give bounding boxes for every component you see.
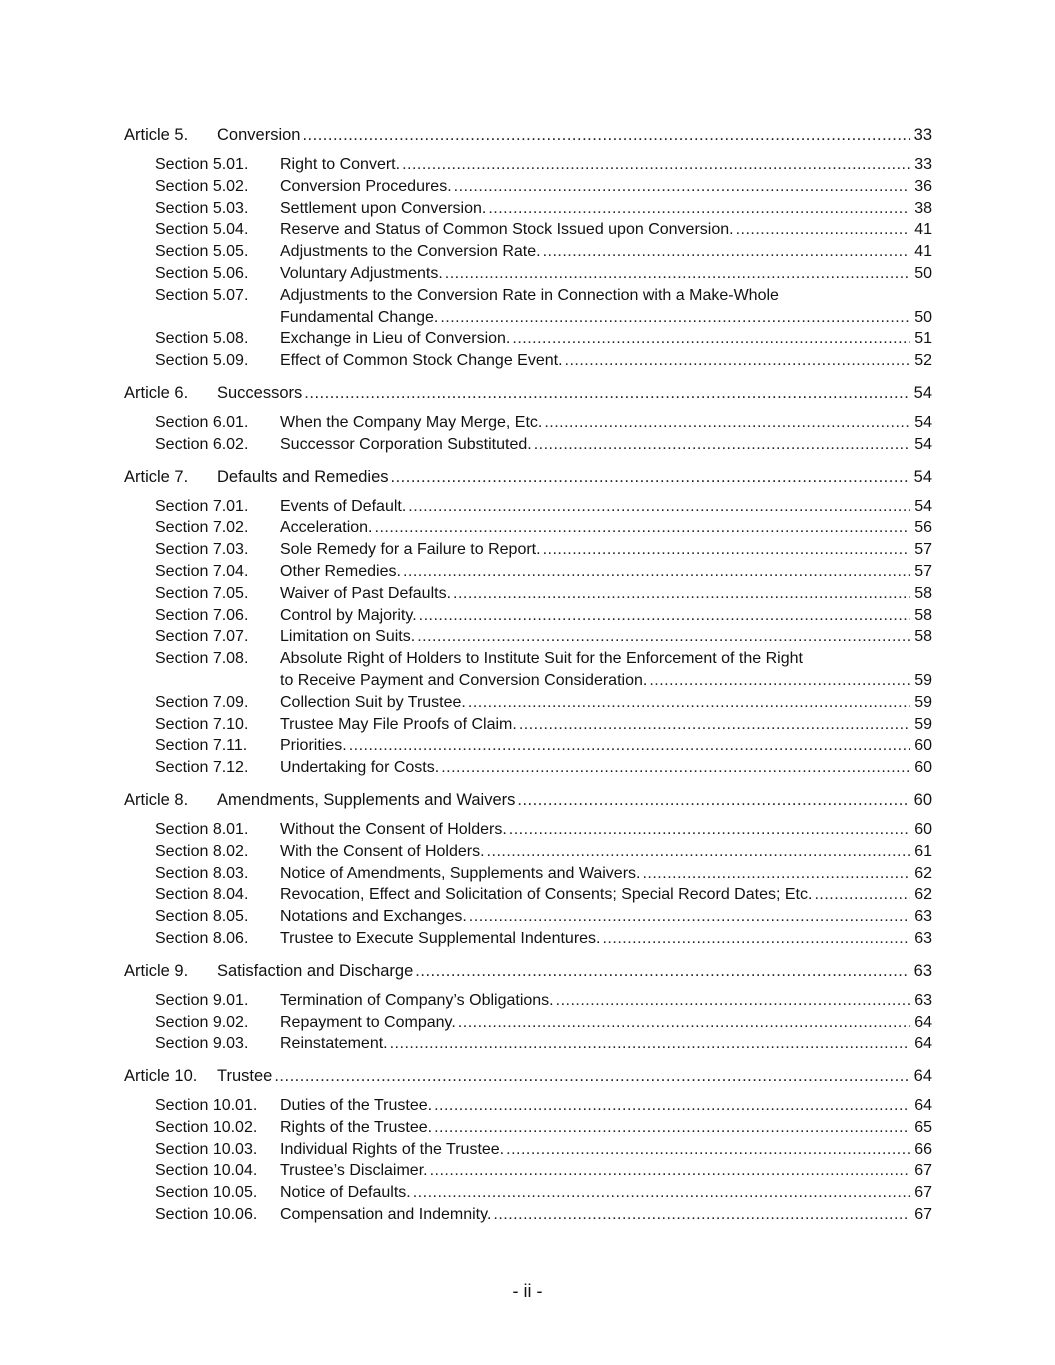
- section-page-number: 36: [914, 177, 932, 195]
- dot-leader: [274, 1065, 910, 1087]
- section-page-number: 60: [914, 737, 932, 755]
- section-page-number: 50: [914, 264, 932, 282]
- article-number: Article 9.: [124, 961, 189, 980]
- dot-leader: [458, 1012, 910, 1034]
- toc-section-entry[interactable]: [124, 1182, 932, 1204]
- toc-section-entry[interactable]: [124, 412, 932, 434]
- section-title: Other Remedies.: [280, 562, 401, 580]
- toc-section-entry[interactable]: [124, 350, 932, 372]
- dot-leader: [430, 1160, 910, 1182]
- section-title: Events of Default.: [280, 497, 407, 515]
- section-title: Notations and Exchanges.: [280, 908, 467, 926]
- toc-section-entry[interactable]: [124, 328, 932, 350]
- section-page-number: 58: [914, 606, 932, 624]
- article-page-number: 33: [913, 126, 932, 144]
- toc-section-entry[interactable]: [124, 263, 932, 285]
- toc-article-entry[interactable]: [124, 124, 932, 146]
- dot-leader: [391, 466, 910, 488]
- section-number: Section 7.07.: [155, 628, 249, 646]
- section-title: Adjustments to the Conversion Rate in Connection with a Make-Whole: [280, 286, 779, 304]
- section-title: Absolute Right of Holders to Institute Suit for the Enforcement of the Right: [280, 650, 803, 668]
- section-number: Section 8.01.: [155, 820, 249, 838]
- toc-section-entry[interactable]: [124, 648, 932, 692]
- dot-leader: [454, 176, 910, 198]
- section-page-number: 62: [914, 886, 932, 904]
- section-page-number: 54: [914, 435, 932, 453]
- article-number: Article 7.: [124, 467, 189, 486]
- section-number: Section 5.06.: [155, 264, 249, 282]
- article-number: Article 8.: [124, 790, 189, 809]
- section-number: Section 6.01.: [155, 413, 249, 431]
- dot-leader: [419, 605, 910, 627]
- section-number: Section 7.06.: [155, 606, 249, 624]
- toc-section-entry[interactable]: [124, 517, 932, 539]
- toc-section-entry[interactable]: [124, 884, 932, 906]
- section-page-number: 61: [914, 842, 932, 860]
- section-page-number: 59: [914, 671, 932, 689]
- toc-section-entry[interactable]: [124, 561, 932, 583]
- section-page-number: 58: [914, 584, 932, 602]
- section-number: Section 10.03.: [155, 1140, 258, 1158]
- dot-leader: [565, 350, 910, 372]
- section-page-number: 51: [914, 330, 932, 348]
- toc-section-entry[interactable]: [124, 605, 932, 627]
- dot-leader: [403, 561, 910, 583]
- dot-leader: [543, 241, 910, 263]
- section-title: Control by Majority.: [280, 606, 417, 624]
- toc-article-entry[interactable]: [124, 382, 932, 404]
- section-page-number: 38: [914, 199, 932, 217]
- section-title: Reinstatement.: [280, 1035, 388, 1053]
- article-page-number: 60: [913, 790, 932, 809]
- dot-leader: [468, 692, 910, 714]
- toc-section-entry[interactable]: [124, 714, 932, 736]
- toc-section-entry[interactable]: [124, 539, 932, 561]
- section-page-number: 41: [914, 243, 932, 261]
- section-title: When the Company May Merge, Etc.: [280, 413, 543, 431]
- section-page-number: 62: [914, 864, 932, 882]
- dot-leader: [445, 263, 910, 285]
- section-title: Revocation, Effect and Solicitation of Consents; Special Record Dates; Etc.: [280, 886, 813, 904]
- section-page-number: 57: [914, 541, 932, 559]
- toc-section-entry[interactable]: [124, 1012, 932, 1034]
- dot-leader: [488, 198, 910, 220]
- section-title: Adjustments to the Conversion Rate.: [280, 243, 541, 261]
- section-number: Section 5.08.: [155, 330, 249, 348]
- section-title: Sole Remedy for a Failure to Report.: [280, 541, 541, 559]
- article-number: Article 5.: [124, 126, 189, 144]
- article-page-number: 54: [913, 383, 932, 402]
- dot-leader: [544, 412, 910, 434]
- section-number: Section 7.11.: [155, 737, 248, 755]
- dot-leader: [814, 884, 910, 906]
- section-number: Section 8.02.: [155, 842, 249, 860]
- section-title: Trustee to Execute Supplemental Indentures.: [280, 929, 601, 947]
- dot-leader: [506, 1139, 910, 1161]
- section-title: Effect of Common Stock Change Event.: [280, 352, 563, 370]
- section-title: Priorities.: [280, 737, 347, 755]
- section-number: Section 5.02.: [155, 177, 249, 195]
- toc-article-entry[interactable]: [124, 960, 932, 982]
- section-title: Compensation and Indemnity.: [280, 1206, 492, 1224]
- section-number: Section 5.07.: [155, 286, 249, 304]
- toc-section-entry[interactable]: [124, 241, 932, 263]
- article-title: Amendments, Supplements and Waivers: [217, 790, 516, 809]
- section-page-number: 58: [914, 628, 932, 646]
- toc-section-entry[interactable]: [124, 219, 932, 241]
- section-number: Section 6.02.: [155, 435, 249, 453]
- article-page-number: 63: [913, 961, 932, 980]
- toc-section-entry[interactable]: [124, 626, 932, 648]
- section-page-number: 63: [914, 908, 932, 926]
- section-title: Right to Convert.: [280, 156, 401, 173]
- dot-leader: [441, 757, 910, 779]
- section-number: Section 7.04.: [155, 562, 249, 580]
- dot-leader: [649, 670, 910, 692]
- toc-article-entry[interactable]: [124, 1065, 932, 1087]
- toc-article-entry[interactable]: [124, 466, 932, 488]
- toc-section-entry[interactable]: [124, 583, 932, 605]
- toc-article-entry[interactable]: [124, 789, 932, 811]
- dot-leader: [413, 1182, 910, 1204]
- article-title: Defaults and Remedies: [217, 467, 389, 486]
- section-title: Duties of the Trustee.: [280, 1097, 433, 1115]
- article-title: Trustee: [217, 1067, 273, 1086]
- section-number: Section 7.08.: [155, 650, 249, 668]
- dot-leader: [642, 863, 910, 885]
- section-number: Section 7.01.: [155, 497, 249, 515]
- dot-leader: [534, 434, 910, 456]
- section-title: Individual Rights of the Trustee.: [280, 1140, 505, 1158]
- toc-section-entry[interactable]: [124, 1117, 932, 1139]
- section-title: Voluntary Adjustments.: [280, 264, 443, 282]
- article-page-number: 54: [913, 467, 932, 486]
- section-number: Section 10.06.: [155, 1206, 258, 1224]
- section-number: Section 10.04.: [155, 1162, 258, 1180]
- section-number: Section 5.01.: [155, 156, 249, 173]
- dot-leader: [402, 154, 910, 176]
- dot-leader: [469, 906, 910, 928]
- page-footer-number: - ii -: [512, 1281, 543, 1301]
- section-number: Section 7.05.: [155, 584, 249, 602]
- section-title: Notice of Defaults.: [280, 1184, 411, 1202]
- section-title: Conversion Procedures.: [280, 177, 452, 195]
- toc-section-entry[interactable]: [124, 285, 932, 329]
- article-number: Article 10.: [124, 1067, 198, 1086]
- toc-section-entry[interactable]: [124, 906, 932, 928]
- toc-section-entry[interactable]: [124, 1204, 932, 1226]
- section-number: Section 5.05.: [155, 243, 249, 261]
- toc-section-entry[interactable]: [124, 692, 932, 714]
- section-number: Section 5.04.: [155, 221, 249, 239]
- section-page-number: 33: [914, 156, 932, 173]
- section-title: Trustee’s Disclaimer.: [280, 1162, 428, 1180]
- section-number: Section 8.06.: [155, 929, 249, 947]
- toc-section-entry[interactable]: [124, 819, 932, 841]
- section-title: Settlement upon Conversion.: [280, 199, 487, 217]
- section-page-number: 57: [914, 562, 932, 580]
- dot-leader: [493, 1204, 910, 1226]
- dot-leader: [512, 328, 910, 350]
- section-title: Waiver of Past Defaults.: [280, 584, 452, 602]
- section-page-number: 64: [914, 1097, 932, 1115]
- section-page-number: 50: [914, 308, 932, 326]
- section-page-number: 66: [914, 1140, 932, 1158]
- dot-leader: [509, 819, 910, 841]
- article-title: Conversion: [217, 126, 301, 144]
- section-title: Trustee May File Proofs of Claim.: [280, 715, 517, 733]
- section-title: Rights of the Trustee.: [280, 1118, 433, 1136]
- section-page-number: 67: [914, 1206, 932, 1224]
- section-title: Exchange in Lieu of Conversion.: [280, 330, 511, 348]
- dot-leader: [302, 124, 910, 146]
- section-title-continued: to Receive Payment and Conversion Consideration.: [280, 671, 648, 689]
- dot-leader: [517, 789, 910, 811]
- section-page-number: 67: [914, 1184, 932, 1202]
- section-title: Notice of Amendments, Supplements and Waivers.: [280, 864, 641, 882]
- dot-leader: [349, 735, 910, 757]
- section-title: Undertaking for Costs.: [280, 759, 440, 777]
- section-number: Section 8.05.: [155, 908, 249, 926]
- section-title: Without the Consent of Holders.: [280, 820, 507, 838]
- section-title: Successor Corporation Substituted.: [280, 435, 532, 453]
- section-number: Section 5.03.: [155, 199, 249, 217]
- section-page-number: 67: [914, 1162, 932, 1180]
- section-title: Termination of Company’s Obligations.: [280, 991, 554, 1009]
- section-number: Section 9.03.: [155, 1035, 249, 1053]
- section-number: Section 5.09.: [155, 352, 249, 370]
- section-number: Section 9.02.: [155, 1013, 249, 1031]
- section-page-number: 64: [914, 1035, 932, 1053]
- section-page-number: 54: [914, 413, 932, 431]
- dot-leader: [304, 382, 910, 404]
- toc-section-entry[interactable]: [124, 928, 932, 950]
- section-page-number: 56: [914, 519, 932, 537]
- dot-leader: [736, 219, 910, 241]
- section-number: Section 7.09.: [155, 693, 249, 711]
- toc-section-entry[interactable]: [124, 863, 932, 885]
- section-number: Section 9.01.: [155, 991, 249, 1009]
- toc-section-entry[interactable]: [124, 198, 932, 220]
- section-number: Section 7.02.: [155, 519, 249, 537]
- section-page-number: 59: [914, 693, 932, 711]
- section-page-number: 63: [914, 991, 932, 1009]
- section-title: Acceleration.: [280, 519, 373, 537]
- dot-leader: [519, 714, 910, 736]
- dot-leader: [602, 928, 910, 950]
- dot-leader: [453, 583, 910, 605]
- toc-section-entry[interactable]: [124, 496, 932, 518]
- section-page-number: 54: [914, 497, 932, 515]
- dot-leader: [440, 307, 910, 329]
- dot-leader: [487, 841, 910, 863]
- section-page-number: 65: [914, 1118, 932, 1136]
- dot-leader: [556, 990, 910, 1012]
- article-number: Article 6.: [124, 383, 189, 402]
- article-title: Successors: [217, 383, 303, 402]
- section-page-number: 63: [914, 929, 932, 947]
- section-number: Section 7.12.: [155, 759, 249, 777]
- toc-section-entry[interactable]: [124, 1033, 932, 1055]
- section-page-number: 41: [914, 221, 932, 239]
- toc-section-entry[interactable]: [124, 1139, 932, 1161]
- section-number: Section 8.04.: [155, 886, 249, 904]
- section-title: Reserve and Status of Common Stock Issued upon Conversion.: [280, 221, 734, 239]
- section-page-number: 60: [914, 820, 932, 838]
- table-of-contents: [124, 124, 932, 1226]
- section-title: Collection Suit by Trustee.: [280, 693, 466, 711]
- section-page-number: 64: [914, 1013, 932, 1031]
- dot-leader: [408, 496, 910, 518]
- dot-leader: [434, 1117, 910, 1139]
- dot-leader: [390, 1033, 910, 1055]
- article-title: Satisfaction and Discharge: [217, 961, 414, 980]
- section-number: Section 7.10.: [155, 715, 249, 733]
- section-title-continued: Fundamental Change.: [280, 308, 439, 326]
- toc-section-entry[interactable]: [124, 841, 932, 863]
- dot-leader: [375, 517, 911, 539]
- section-page-number: 60: [914, 759, 932, 777]
- toc-section-entry[interactable]: [124, 176, 932, 198]
- article-page-number: 64: [913, 1067, 932, 1086]
- toc-section-entry[interactable]: [124, 757, 932, 779]
- section-title: Repayment to Company.: [280, 1013, 456, 1031]
- toc-section-entry[interactable]: [124, 1160, 932, 1182]
- section-number: Section 10.01.: [155, 1097, 258, 1115]
- section-title: Limitation on Suits.: [280, 628, 416, 646]
- toc-section-entry[interactable]: [124, 434, 932, 456]
- toc-section-entry[interactable]: [124, 1095, 932, 1117]
- section-page-number: 52: [914, 352, 932, 370]
- section-number: Section 10.02.: [155, 1118, 258, 1136]
- section-number: Section 8.03.: [155, 864, 249, 882]
- dot-leader: [415, 960, 910, 982]
- toc-section-entry[interactable]: [124, 154, 932, 176]
- toc-section-entry[interactable]: [124, 990, 932, 1012]
- section-page-number: 59: [914, 715, 932, 733]
- section-title: With the Consent of Holders.: [280, 842, 485, 860]
- section-number: Section 10.05.: [155, 1184, 258, 1202]
- toc-section-entry[interactable]: [124, 735, 932, 757]
- dot-leader: [417, 626, 910, 648]
- dot-leader: [543, 539, 910, 561]
- dot-leader: [434, 1095, 910, 1117]
- section-number: Section 7.03.: [155, 541, 249, 559]
